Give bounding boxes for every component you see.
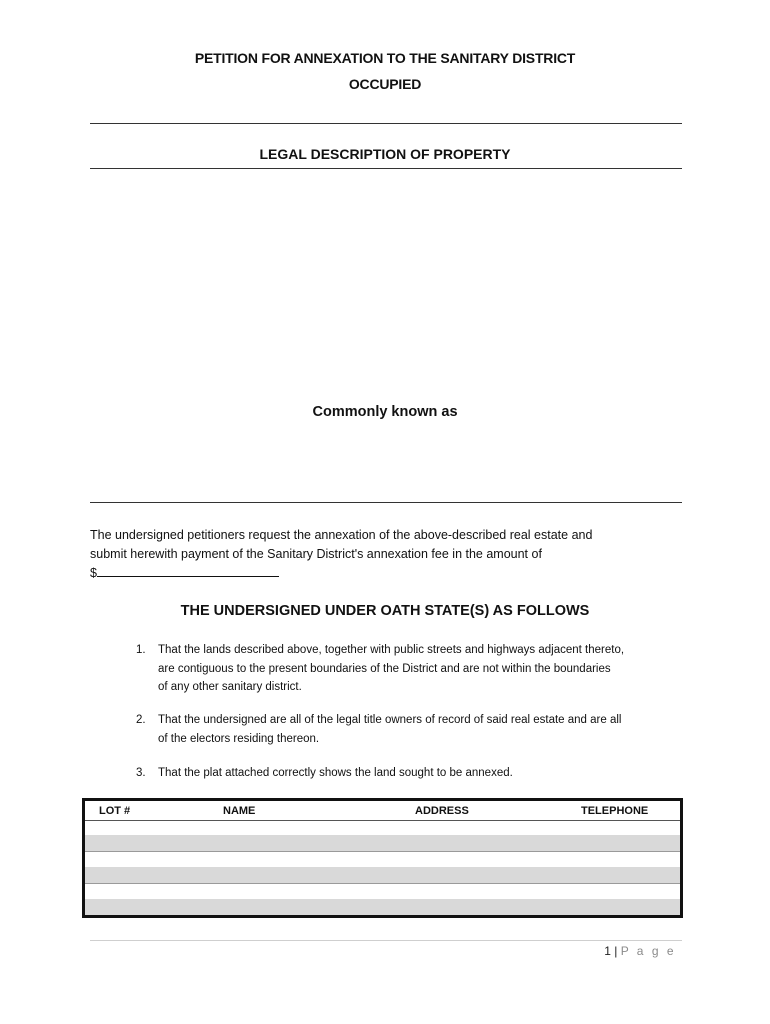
request-paragraph-line-2: submit herewith payment of the Sanitary District's annexation fee in the amount of [90,547,542,561]
document-title-line-1: PETITION FOR ANNEXATION TO THE SANITARY DISTRICT [194,50,576,66]
table-row[interactable] [85,835,680,851]
oath-item-1 [136,641,681,697]
table-row[interactable] [85,867,680,883]
currency-symbol: $ [90,566,97,580]
oath-heading: THE UNDERSIGNED UNDER OATH STATE(S) AS FOLLOWS [180,603,590,619]
fee-amount-blank[interactable] [97,564,279,577]
oath-item-2 [136,711,681,748]
oath-item-2-line-1: That the undersigned are all of the legal title owners of record of said real estate and are all [158,714,622,726]
column-header-telephone: TELEPHONE [581,805,649,817]
oath-item-1-line-3: of any other sanitary district. [158,681,302,693]
petitioner-table [82,798,683,918]
oath-item-3 [136,764,681,783]
header-row-divider [85,820,680,821]
footer-separator: | [614,944,618,958]
legal-description-underline [90,168,682,169]
page-label: P a g e [620,944,676,958]
page-number: 1 [604,944,611,958]
row-divider [85,851,680,852]
divider-line [90,123,682,124]
column-header-name: NAME [223,805,256,817]
oath-item-1-line-2: are contiguous to the present boundaries of the District and are not within the boundaries [158,662,611,675]
row-divider [85,883,680,884]
table-row[interactable] [85,899,680,915]
column-header-address: ADDRESS [415,805,469,817]
commonly-known-as-label: Commonly known as [312,404,458,420]
oath-item-number: 1. [136,644,146,656]
oath-item-2-line-2: of the electors residing thereon. [158,732,320,745]
oath-item-number: 2. [136,714,146,726]
page-footer [604,944,676,958]
request-paragraph-line-1: The undersigned petitioners request the annexation of the above-described real estate and [90,528,593,542]
oath-item-3-line-1: That the plat attached correctly shows the land sought to be annexed. [158,767,513,779]
footer-divider [90,940,682,941]
fee-amount-row [90,564,690,583]
oath-item-number: 3. [136,767,146,779]
oath-item-1-line-1: That the lands described above, together with public streets and highways adjacent thereto, [158,644,625,656]
document-title-line-2: OCCUPIED [348,76,422,92]
column-header-lot: LOT # [99,805,131,817]
request-paragraph [90,526,690,583]
legal-description-heading: LEGAL DESCRIPTION OF PROPERTY [259,146,511,162]
address-blank-line[interactable] [90,502,682,503]
